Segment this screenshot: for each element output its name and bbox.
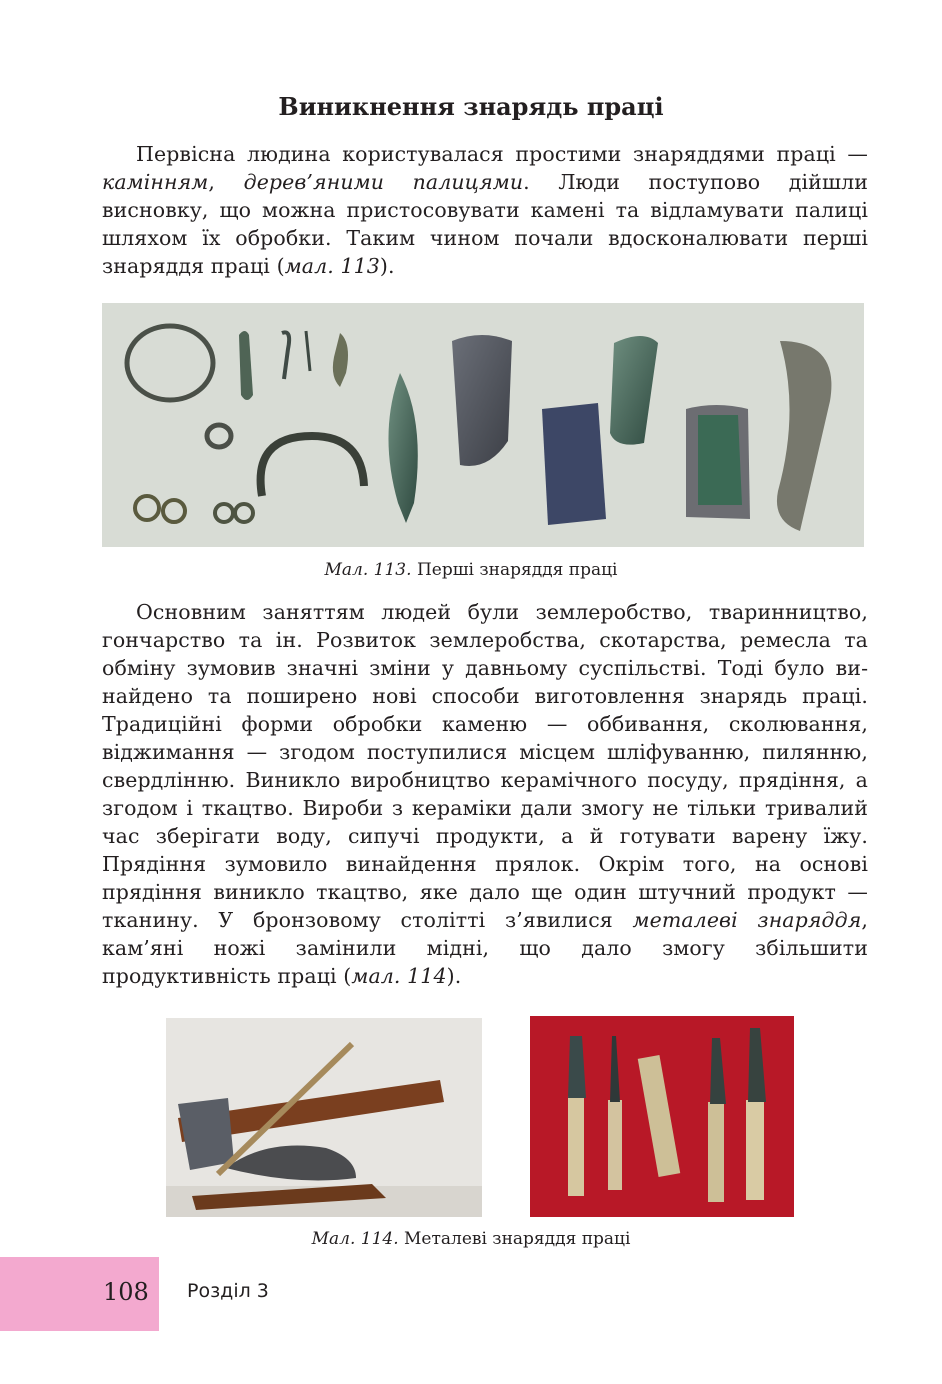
figure-114-caption: Мал. 114. Металеві знаряддя праці bbox=[311, 1229, 631, 1249]
figure-114-axe-image bbox=[166, 1018, 482, 1217]
figure-113-caption: Мал. 113. Перші знаряддя праці bbox=[324, 560, 618, 580]
page-number: 108 bbox=[103, 1278, 149, 1306]
paragraph-1: Первісна людина користувалася простими знаряддями праці — камінням, дерев’яними палицями. Люди поступово дійшли висновку, що можна пристосовувати камені та відламувати палиці шляхом їх обробки. Таким чином почали вдосконалювати перші знаряддя праці (мал. 113). bbox=[102, 142, 868, 278]
section-label: Розділ 3 bbox=[187, 1280, 269, 1302]
figure-114-knives-image bbox=[530, 1016, 794, 1217]
figure-113-image bbox=[102, 303, 864, 547]
section-title: Виникнення знарядь праці bbox=[278, 92, 664, 121]
paragraph-2: Основним заняттям людей були землеробство, тваринництво, гончарство та ін. Розвиток землеробства, скотарства, ремесла та обміну зумовив значні зміни у давньому суспільстві. Тоді було винайдено та поширено нові способи виготовлення знарядь праці. Традиційні форми обробки каменю — оббивання, сколювання, віджимання — згодом поступилися місцем шліфуванню, пилянню, свердлінню. Виникло виробництво керамічного посуду, прядіння, а згодом і ткацтво. Вироби з кераміки дали змогу не тільки тривалий час зберігати воду, сипучі продукти, а й готувати варену їжу. Прядіння зумовило винайдення прялок. Окрім того, на основі прядіння виникло ткацтво, яке дало ще один штучний продукт — тканину. У бронзовому столітті з’явилися металеві знаряддя, кам’яні ножі замінили мідні, що дало змогу збільшити продуктивність праці (мал. 114). bbox=[102, 600, 868, 988]
